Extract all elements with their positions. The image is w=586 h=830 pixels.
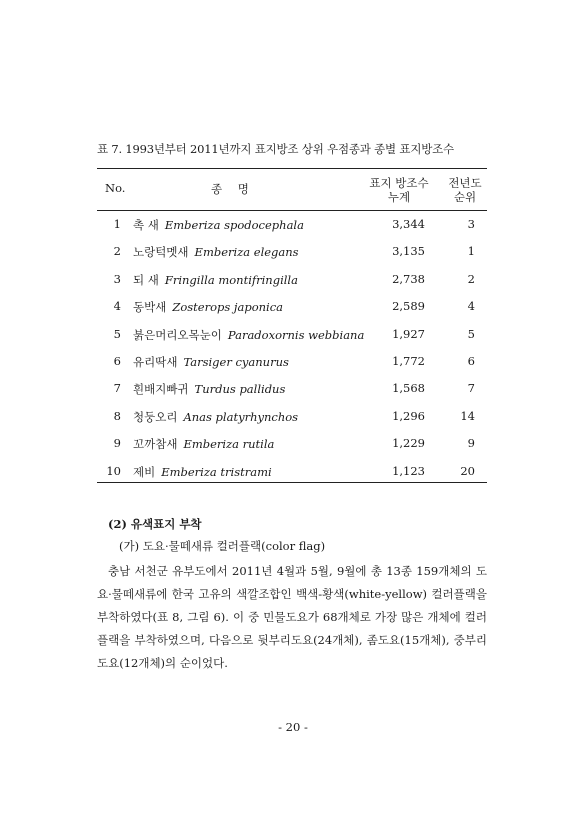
banding-count: 1,296	[392, 408, 425, 423]
table-row	[97, 402, 487, 429]
table-row	[97, 292, 487, 319]
row-number: 4	[113, 299, 121, 314]
scientific-name: Emberiza rutila	[183, 437, 275, 452]
previous-rank: 9	[467, 436, 475, 451]
species-name	[133, 327, 364, 343]
table-row	[97, 429, 487, 456]
korean-name: 청둥오리	[133, 409, 178, 424]
table-row	[97, 347, 487, 374]
header-previous-rank-line1: 전년도	[448, 176, 482, 190]
species-name	[133, 381, 285, 397]
row-number: 3	[113, 271, 121, 286]
previous-rank: 3	[467, 217, 475, 231]
korean-name: 유리딱새	[133, 354, 178, 369]
previous-rank: 2	[467, 271, 475, 286]
species-name	[133, 244, 299, 260]
banding-count: 2,738	[392, 271, 425, 286]
species-name	[133, 409, 298, 425]
scientific-name: Anas platyrhynchos	[183, 409, 299, 424]
scientific-name: Turdus pallidus	[194, 382, 286, 397]
header-species-name: 종 명	[211, 182, 255, 196]
previous-rank: 14	[460, 408, 475, 423]
previous-rank: 4	[467, 299, 475, 314]
previous-rank: 20	[460, 463, 475, 478]
row-number: 6	[113, 353, 121, 368]
korean-name: 노랑턱멧새	[133, 245, 189, 260]
species-name	[133, 299, 283, 315]
previous-rank: 5	[467, 326, 475, 341]
species-name	[133, 217, 304, 233]
table-row	[97, 210, 487, 237]
header-previous-rank-line2: 순위	[453, 190, 477, 204]
banding-count: 1,772	[392, 353, 425, 368]
header-banding-count-line1: 표지 방조수	[369, 176, 429, 190]
row-number: 2	[113, 244, 121, 259]
banding-count: 1,123	[392, 463, 425, 478]
row-number: 10	[106, 463, 121, 478]
species-name	[133, 436, 274, 452]
table-row	[97, 374, 487, 401]
table-row	[97, 457, 487, 484]
banding-count: 3,344	[392, 217, 425, 231]
korean-name: 붉은머리오목눈이	[133, 327, 222, 342]
section-heading: (2) 유색표지 부착	[108, 517, 202, 531]
page-number: - 20 -	[278, 720, 308, 734]
species-name	[133, 272, 298, 288]
banding-count: 3,135	[392, 244, 425, 259]
scientific-name: Fringilla montifringilla	[164, 272, 298, 287]
korean-name: 꼬까참새	[133, 437, 178, 452]
previous-rank: 7	[467, 381, 475, 396]
korean-name: 흰배지빠귀	[133, 382, 189, 397]
scientific-name: Emberiza spodocephala	[164, 218, 304, 232]
row-number: 8	[113, 408, 121, 423]
banding-count: 1,927	[392, 326, 425, 341]
header-banding-count-line2: 누계	[387, 190, 411, 204]
row-number: 7	[113, 381, 121, 396]
species-name	[133, 354, 289, 370]
scientific-name: Tarsiger cyanurus	[183, 354, 289, 369]
subsection-heading: (가) 도요·물떼새류 컬러플랙(color flag)	[119, 539, 326, 553]
korean-name: 동박새	[133, 300, 167, 315]
paragraph-text: 충남 서천군 유부도에서 2011년 4월과 5월, 9월에 총 13종 159개체의 도요·물떼새류에 한국 고유의 색깔조합인 백색-황색(white-yellow) 컬러플랙을 부착하였다(표 8, 그림 6). 이 중 민물도요가 68개체로 가장 많은 개체에 컬러플랙을 부착하였으며, 다음으로 뒷부리도요(24개체), 좀도요(15개체), 중부리도요(12개체)의 순이었다.	[97, 564, 487, 670]
previous-rank: 6	[467, 353, 475, 368]
previous-rank: 1	[467, 244, 475, 259]
table-top-rule	[97, 168, 487, 169]
banding-count: 1,229	[392, 436, 425, 451]
row-number: 1	[113, 217, 121, 231]
scientific-name: Emberiza elegans	[194, 245, 299, 260]
scientific-name: Zosterops japonica	[172, 300, 283, 315]
table-row	[97, 237, 487, 264]
species-name	[133, 464, 272, 480]
table-caption: 표 7. 1993년부터 2011년까지 표지방조 상위 우점종과 종별 표지방조수	[97, 142, 454, 156]
body-paragraph	[97, 560, 487, 675]
row-number: 9	[113, 436, 121, 451]
korean-name: 촉 새	[133, 218, 159, 232]
banding-count: 2,589	[392, 299, 425, 314]
header-previous-rank	[443, 176, 487, 204]
header-banding-count	[364, 176, 434, 204]
row-number: 5	[113, 326, 121, 341]
banding-count: 1,568	[392, 381, 425, 396]
scientific-name: Emberiza tristrami	[161, 464, 272, 479]
table-row	[97, 265, 487, 292]
table-row	[97, 320, 487, 347]
scientific-name: Paradoxornis webbiana	[227, 327, 365, 342]
table-body	[97, 210, 487, 484]
header-no: No.	[105, 181, 126, 195]
korean-name: 제비	[133, 464, 156, 479]
korean-name: 되 새	[133, 272, 159, 287]
